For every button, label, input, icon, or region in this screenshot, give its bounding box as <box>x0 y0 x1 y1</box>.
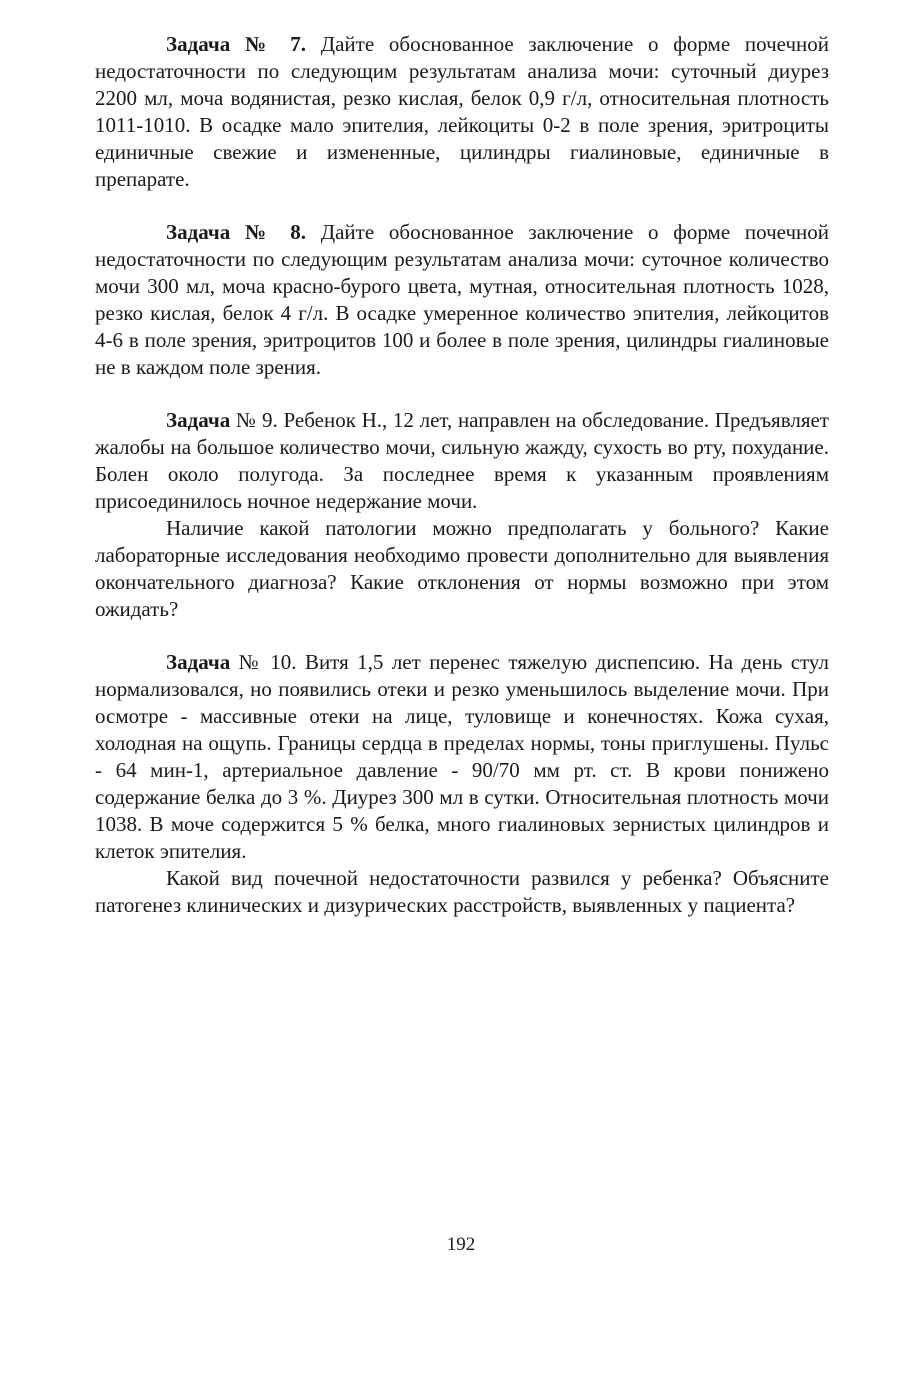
task-9-text: Ребенок Н., 12 лет, направлен на обследование. Предъявляет жалобы на большое количество мочи, сильную жажду, сухость во рту, похудание. Болен около полугода. За последнее время к указанным проявлениям присоединилось ночное недержание мочи. <box>95 408 829 513</box>
task-10-paragraph-1 <box>95 649 829 865</box>
task-7 <box>95 31 829 193</box>
document-page <box>95 31 829 945</box>
task-9-paragraph-2: Наличие какой патологии можно предполагать у больного? Какие лабораторные исследования необходимо провести дополнительно для выявления окончательного диагноза? Какие отклонения от нормы возможно при этом ожидать? <box>95 516 829 621</box>
task-9 <box>95 407 829 623</box>
task-8-label: Задача № 8. <box>166 220 307 244</box>
task-8-text: Дайте обоснованное заключение о форме почечной недостаточности по следующим результатам анализа мочи: суточное количество мочи 300 мл, моча красно-бурого цвета, мутная, относительная плотность 1028, резко кислая, белок 4 г/л. В осадке умеренное количество эпителия, лейкоцитов 4-6 в поле зрения, эритроцитов 100 и более в поле зрения, цилиндры гиалиновые не в каждом поле зрения. <box>95 220 829 379</box>
task-10-number: № 10. <box>238 650 297 674</box>
page-number: 192 <box>446 1234 476 1255</box>
task-9-label: Задача <box>166 408 231 432</box>
task-10 <box>95 649 829 919</box>
task-7-text: Дайте обоснованное заключение о форме почечной недостаточности по следующим результатам анализа мочи: суточный диурез 2200 мл, моча водянистая, резко кислая, белок 0,9 г/л, относительная плотность 1011-1010. В осадке мало эпителия, лейкоциты 0-2 в поле зрения, эритроциты единичные свежие и измененные, цилиндры гиалиновые, единичные в препарате. <box>95 32 829 191</box>
task-9-number: № 9. <box>235 408 278 432</box>
task-10-label: Задача <box>166 650 231 674</box>
task-7-paragraph-1 <box>95 31 829 193</box>
task-10-paragraph-2: Какой вид почечной недостаточности развился у ребенка? Объясните патогенез клинических и дизурических расстройств, выявленных у пациента? <box>95 866 829 917</box>
task-9-paragraph-1 <box>95 407 829 515</box>
task-10-text: Витя 1,5 лет перенес тяжелую диспепсию. На день стул нормализовался, но появились отеки и резко уменьшилось выделение мочи. При осмотре - массивные отеки на лице, туловище и конечностях. Кожа сухая, холодная на ощупь. Границы сердца в пределах нормы, тоны приглушены. Пульс - 64 мин-1, артериальное давление - 90/70 мм рт. ст. В крови понижено содержание белка до 3 %. Диурез 300 мл в сутки. Относительная плотность мочи 1038. В моче содержится 5 % белка, много гиалиновых зернистых цилиндров и клеток эпителия. <box>95 650 829 863</box>
task-8-paragraph-1 <box>95 219 829 381</box>
task-7-label: Задача № 7. <box>166 32 307 56</box>
task-8 <box>95 219 829 381</box>
